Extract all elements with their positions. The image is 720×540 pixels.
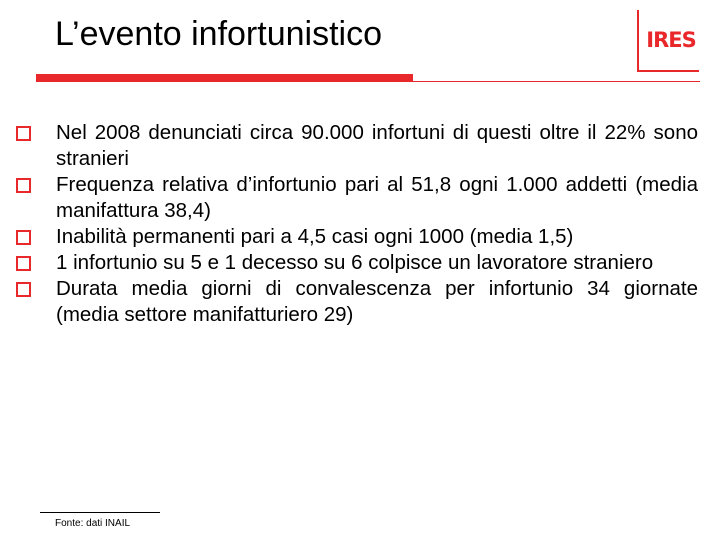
title-underline-bar: [36, 74, 413, 82]
slide-title: L’evento infortunistico: [55, 15, 382, 53]
bullet-item: [16, 276, 698, 328]
square-bullet-icon: [16, 256, 31, 271]
ires-logo: [637, 10, 699, 72]
bullet-text: Nel 2008 denunciati circa 90.000 infortuni di questi oltre il 22% sono stranieri: [56, 121, 698, 170]
square-bullet-icon: [16, 282, 31, 297]
bullet-item: [16, 120, 698, 172]
bullet-item: [16, 224, 698, 250]
bullet-text: Frequenza relativa d’infortunio pari al 51,8 ogni 1.000 addetti (media manifattura 38,4): [56, 173, 698, 222]
square-bullet-icon: [16, 230, 31, 245]
source-note: Fonte: dati INAIL: [55, 518, 131, 529]
bullet-item: [16, 172, 698, 224]
title-rule-line: [413, 81, 700, 82]
square-bullet-icon: [16, 126, 31, 141]
bullet-text: 1 infortunio su 5 e 1 decesso su 6 colpisce un lavoratore straniero: [56, 251, 654, 274]
bullet-text: Durata media giorni di convalescenza per infortunio 34 giornate (media settore manifatturiero 29): [56, 277, 698, 326]
bullet-item: [16, 250, 698, 276]
bullet-text: Inabilità permanenti pari a 4,5 casi ogni 1000 (media 1,5): [56, 225, 574, 248]
source-separator-line: [40, 512, 160, 513]
bullet-list: [16, 120, 698, 328]
ires-logo-text: IRES: [646, 28, 696, 52]
square-bullet-icon: [16, 178, 31, 193]
